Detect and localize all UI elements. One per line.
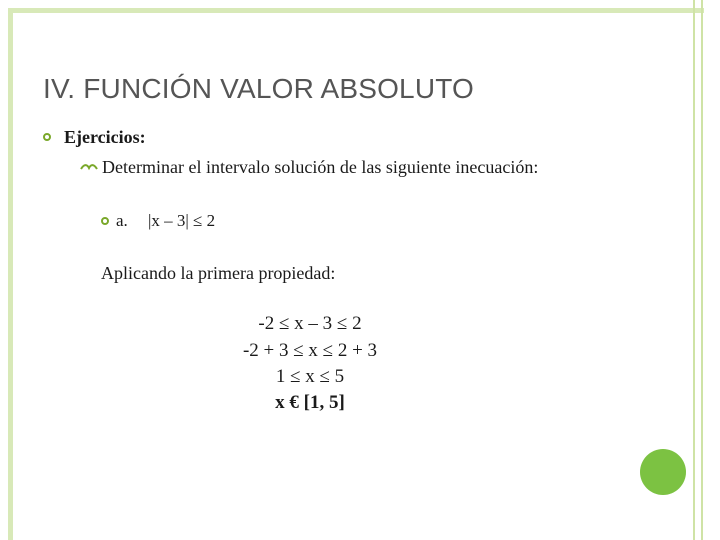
ring-bullet-icon	[101, 217, 109, 225]
step-2: -2 + 3 ≤ x ≤ 2 + 3	[242, 340, 378, 361]
step-3: 1 ≤ x ≤ 5	[275, 366, 345, 387]
slide-title: IV. FUNCIÓN VALOR ABSOLUTO	[43, 73, 475, 104]
step-1: -2 ≤ x – 3 ≤ 2	[258, 313, 362, 334]
bullet-level1: Ejercicios:	[64, 127, 146, 147]
solution-interval: x € [1, 5]	[275, 392, 345, 413]
bullet-level2: Determinar el intervalo solución de las siguiente inecuación:	[102, 157, 539, 177]
bird-bullet-icon	[80, 163, 98, 173]
ring-bullet-icon	[43, 133, 51, 141]
right-rail-right	[701, 0, 703, 540]
inequation: |x – 3| ≤ 2	[148, 211, 216, 230]
green-circle-decoration	[640, 449, 686, 495]
item-letter: a.	[116, 211, 128, 230]
subheading: Aplicando la primera propiedad:	[101, 263, 336, 283]
right-rail-left	[693, 0, 695, 540]
